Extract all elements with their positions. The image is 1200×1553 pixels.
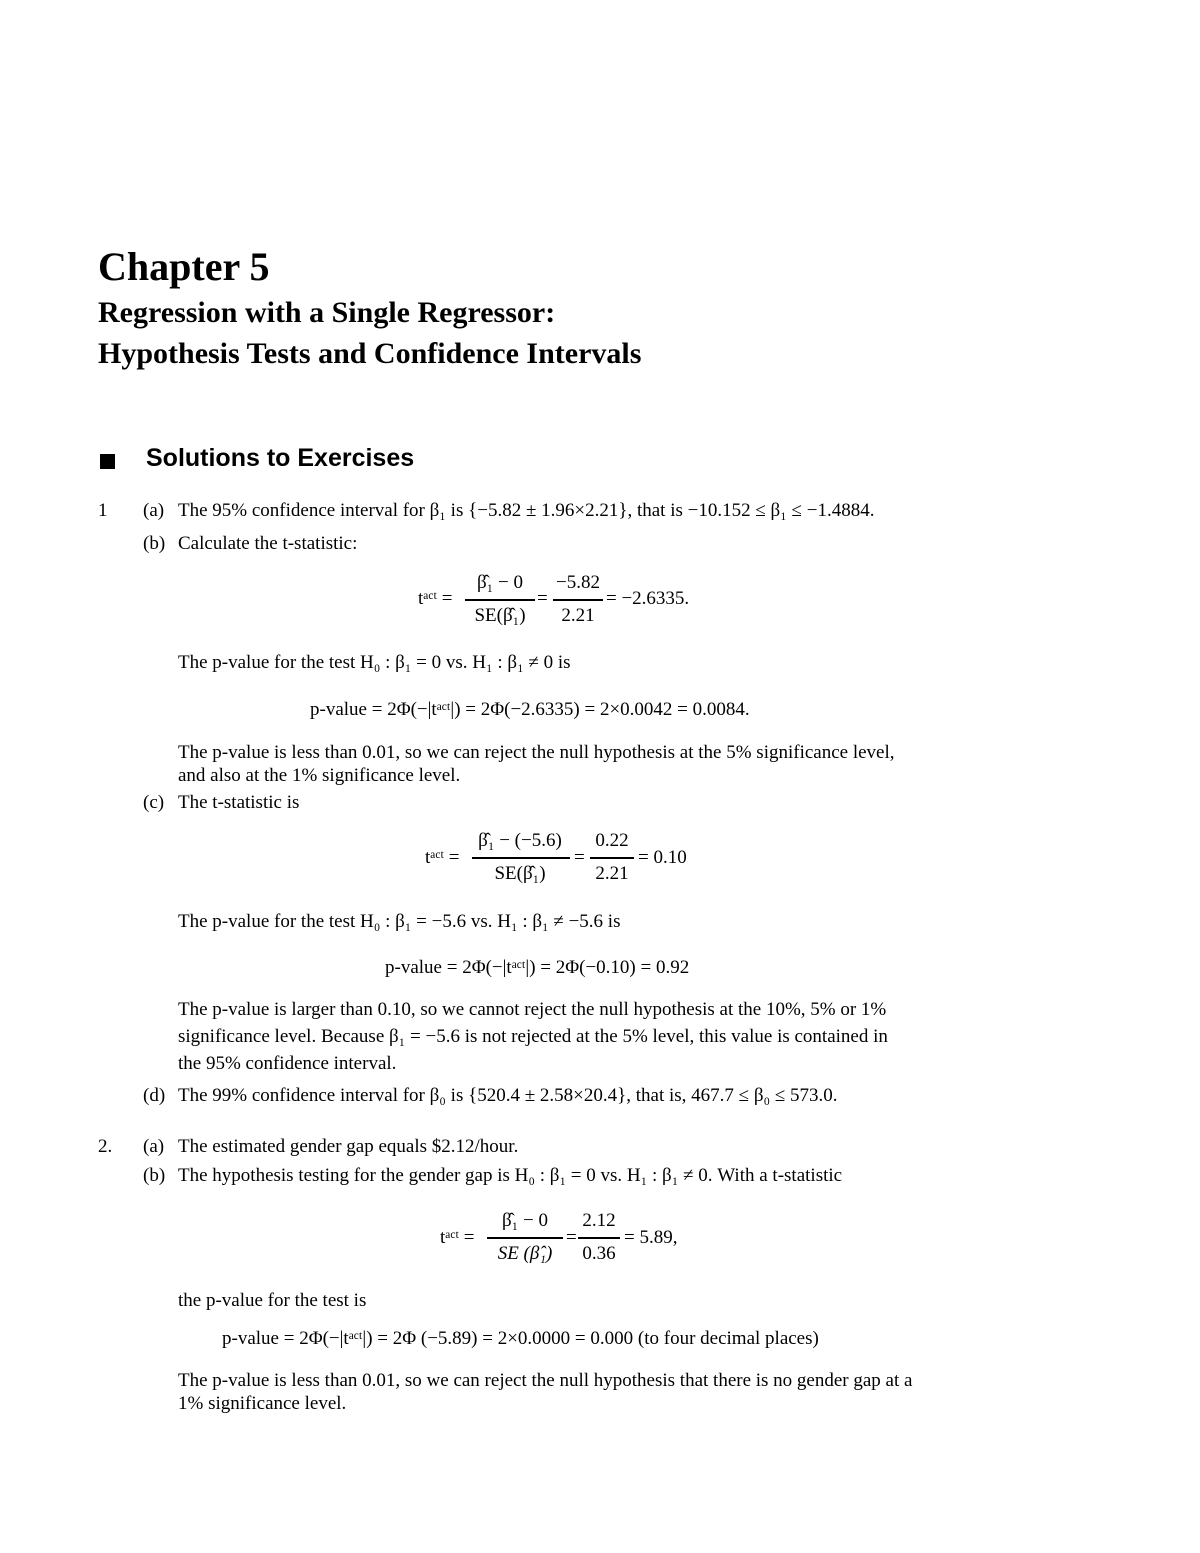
ex1-c-text: The t-statistic is — [178, 792, 300, 813]
ex2-b-label: (b) — [143, 1165, 166, 1186]
ex1-c-eq-sign: = — [574, 847, 585, 868]
ex1-b-denominator-1: SE(β̂₁) — [474, 605, 526, 626]
ex1-b-numerator-1: β̂₁ − 0 — [476, 572, 523, 593]
ex2-b-eq-sign: = — [566, 1227, 577, 1248]
chapter-subtitle-line2: Hypothesis Tests and Confidence Intervals — [98, 337, 642, 370]
exercise-2-number: 2. — [98, 1136, 113, 1157]
ex1-b-conclusion-1: The p-value is less than 0.01, so we can reject the null hypothesis at the 5% significance level, — [178, 742, 895, 763]
ex1-c-fraction-bar-1 — [472, 857, 570, 859]
ex1-c-numerator-2: 0.22 — [595, 830, 629, 851]
ex2-b-denominator-1: SE (β̂₁) — [497, 1243, 553, 1264]
ex1-b-eq-lhs: tᵃᶜᵗ = — [418, 588, 453, 609]
ex1-c-denominator-2: 2.21 — [595, 863, 629, 884]
ex2-b-pvalue: p-value = 2Φ(−|tᵃᶜᵗ|) = 2Φ (−5.89) = 2×0.0000 = 0.000 (to four decimal places) — [222, 1328, 819, 1349]
ex1-c-conclusion-3: the 95% confidence interval. — [178, 1053, 397, 1074]
ex2-b-fraction-bar-2 — [578, 1237, 620, 1239]
ex1-b-numerator-2: −5.82 — [556, 572, 600, 593]
chapter-subtitle-line1: Regression with a Single Regressor: — [98, 296, 556, 329]
exercise-1-number: 1 — [98, 500, 108, 521]
ex1-b-label: (b) — [143, 533, 166, 554]
ex1-a-label: (a) — [143, 500, 165, 521]
ex2-b-numerator-1: β̂₁ − 0 — [501, 1210, 548, 1231]
ex2-b-denominator-2: 0.36 — [582, 1243, 616, 1264]
ex1-b-conclusion-2: and also at the 1% significance level. — [178, 765, 461, 786]
ex1-c-result: = 0.10 — [638, 847, 687, 868]
ex2-b-ptest: the p-value for the test is — [178, 1290, 367, 1311]
ex2-b-conclusion-2: 1% significance level. — [178, 1393, 347, 1414]
ex2-a-label: (a) — [143, 1136, 165, 1157]
ex1-c-ptest: The p-value for the test H₀ : β₁ = −5.6 vs. H₁ : β₁ ≠ −5.6 is — [178, 911, 621, 932]
ex1-b-ptest: The p-value for the test H₀ : β₁ = 0 vs. H₁ : β₁ ≠ 0 is — [178, 652, 571, 673]
ex1-c-fraction-bar-2 — [590, 857, 634, 859]
ex2-b-conclusion-1: The p-value is less than 0.01, so we can reject the null hypothesis that there is no gender gap at a — [178, 1370, 913, 1391]
ex1-d-text: The 99% confidence interval for β₀ is {520.4 ± 2.58×20.4}, that is, 467.7 ≤ β₀ ≤ 573.0. — [178, 1085, 838, 1106]
ex2-b-eq-lhs: tᵃᶜᵗ = — [440, 1227, 475, 1248]
ex1-b-text: Calculate the t-statistic: — [178, 533, 358, 554]
ex2-a-text: The estimated gender gap equals $2.12/hour. — [178, 1136, 519, 1157]
section-heading: Solutions to Exercises — [146, 444, 415, 472]
ex1-b-fraction-bar-1 — [465, 599, 535, 601]
ex1-c-denominator-1: SE(β̂₁) — [494, 863, 546, 884]
ex1-d-label: (d) — [143, 1085, 166, 1106]
ex1-b-pvalue: p-value = 2Φ(−|tᵃᶜᵗ|) = 2Φ(−2.6335) = 2×0.0042 = 0.0084. — [310, 699, 750, 720]
ex2-b-numerator-2: 2.12 — [582, 1210, 616, 1231]
ex2-b-text: The hypothesis testing for the gender gap is H₀ : β₁ = 0 vs. H₁ : β₁ ≠ 0. With a t-statistic — [178, 1165, 843, 1186]
ex2-b-result: = 5.89, — [624, 1227, 678, 1248]
ex1-c-conclusion-2: significance level. Because β₁ = −5.6 is not rejected at the 5% level, this value is contained in — [178, 1026, 888, 1047]
ex1-c-eq-lhs: tᵃᶜᵗ = — [425, 847, 460, 868]
ex1-c-pvalue: p-value = 2Φ(−|tᵃᶜᵗ|) = 2Φ(−0.10) = 0.92 — [385, 957, 690, 978]
ex1-c-label: (c) — [143, 792, 165, 813]
ex2-b-fraction-bar-1 — [487, 1237, 563, 1239]
ex1-a-text: The 95% confidence interval for β₁ is {−5.82 ± 1.96×2.21}, that is −10.152 ≤ β₁ ≤ −1.4884. — [178, 500, 875, 521]
ex1-c-numerator-1: β̂₁ − (−5.6) — [478, 830, 562, 851]
ex1-b-denominator-2: 2.21 — [561, 605, 595, 626]
ex1-b-fraction-bar-2 — [553, 599, 603, 601]
ex1-b-result: = −2.6335. — [606, 588, 690, 609]
ex1-b-eq-sign: = — [537, 588, 548, 609]
chapter-title: Chapter 5 — [98, 244, 270, 289]
ex1-c-conclusion-1: The p-value is larger than 0.10, so we cannot reject the null hypothesis at the 10%, 5% or 1% — [178, 999, 887, 1020]
square-bullet-icon — [100, 454, 115, 469]
